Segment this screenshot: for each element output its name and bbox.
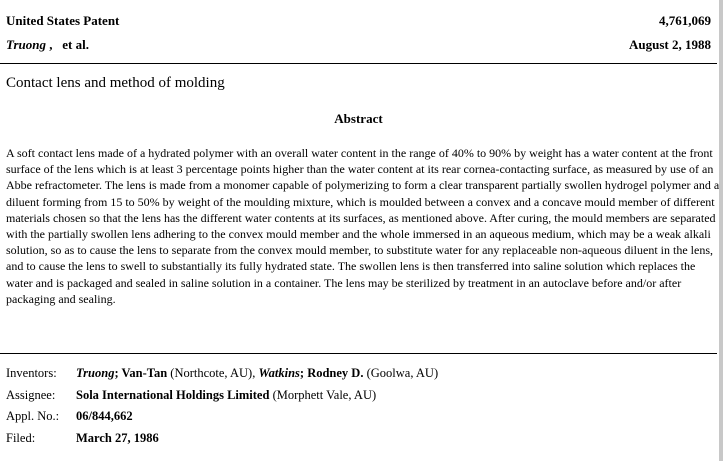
header-row-bottom — [6, 37, 711, 53]
patent-title: Contact lens and method of molding — [6, 75, 225, 91]
patent-date: August 2, 1988 — [629, 37, 711, 52]
inventor1-first: Van-Tan — [121, 366, 168, 381]
assignee-location: (Morphett Vale, AU) — [272, 387, 377, 402]
divider-bottom — [0, 353, 717, 354]
inventors-label: Inventors: — [6, 366, 57, 381]
inventor-summary: Truong , et al. — [6, 37, 89, 52]
abstract-text: A soft contact lens made of a hydrated polymer with an overall water content in the range of 40% to 90% by weight has a water content at the front surface of the lens which is at least 3 percentage points higher than the water content at its rear cornea-contacting surface, as measured by use of an Abbe refractometer. The lens is made from a monomer capable of polymerizing to form a clear transparent partially swollen hydrogel polymer and a diluent forming from 15 to 50% by weight of the moulding mixture, which is moulded between a convex and a concave mould member of different materials chosen so that the lens has the different water contents at its surfaces, as mentioned above. After curing, the mould members are separated with the partially swollen lens adhering to the convex mould member and the whole immersed in an aqueous medium, which may be a weak alkali solution, so as to cause the lens to separate from the convex mould member, to substitute water for any replaceable non-aqueous diluent in the lens, and to cause the lens to swell to substantially its fully hydrated state. The swollen lens is then transferred into saline solution which replaces the water and is packaged and sealed in saline solution in a container. The lens may be sterilized by treatment in an autoclave before and/or after packaging and sealing. — [6, 146, 720, 306]
appl-label: Appl. No.: — [6, 409, 60, 424]
assignee-name: Sola International Holdings Limited — [76, 387, 270, 402]
patent-number: 4,761,069 — [659, 13, 711, 28]
assignee-value — [76, 385, 438, 407]
filed-label: Filed: — [6, 430, 36, 445]
filed-row — [6, 428, 438, 450]
inventor2-last: Watkins — [258, 366, 300, 381]
patent-office: United States Patent — [6, 13, 120, 28]
filed-date: March 27, 1986 — [76, 430, 159, 445]
inventor2-first: Rodney D. — [307, 366, 364, 381]
abstract-heading: Abstract — [334, 111, 383, 126]
appl-number: 06/844,662 — [76, 409, 133, 424]
inventors-value: Truong; Van-Tan (Northcote, AU), Watkins; Rodney D. (Goolwa, AU) — [76, 366, 439, 381]
assignee-row — [6, 385, 438, 407]
inventor1-last: Truong — [76, 366, 115, 381]
first-inventor-short: Truong — [6, 37, 46, 52]
assignee-label: Assignee: — [6, 387, 56, 402]
inventor1-location: (Northcote, AU), — [170, 366, 256, 381]
bibliographic-table — [6, 363, 438, 449]
appl-row — [6, 406, 438, 428]
inventor2-location: (Goolwa, AU) — [366, 366, 439, 381]
header-row-top — [6, 13, 711, 29]
et-al: et al. — [62, 37, 89, 52]
divider-top — [0, 63, 717, 64]
inventors-row — [6, 363, 438, 385]
